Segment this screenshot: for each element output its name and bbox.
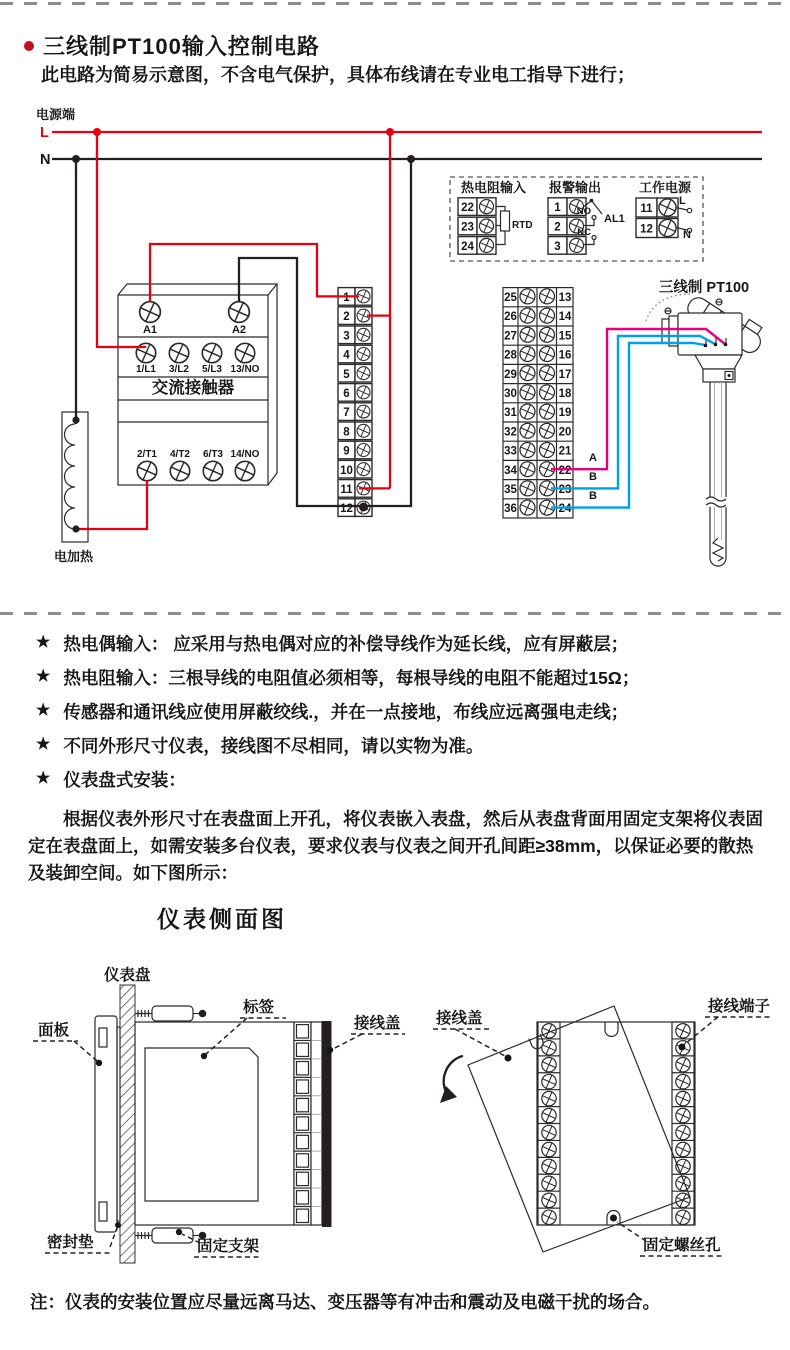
terminal-number: 30 [504, 388, 517, 400]
panel-label: 仪表盘 [104, 967, 151, 984]
terminal-number: 24 [558, 503, 572, 516]
terminal-number: 21 [558, 445, 572, 458]
terminal-number: 23 [558, 484, 572, 496]
terminal-number: 32 [504, 426, 517, 439]
terminal-number: 14 [558, 311, 572, 324]
terminal-number: 18 [558, 388, 572, 400]
contactor [118, 284, 277, 485]
notes-list [36, 631, 776, 801]
line-n-label: N [40, 152, 51, 168]
line-l-label: L [40, 125, 49, 141]
rtd-label: RTD [512, 220, 533, 231]
contactor-terminal-label: 6/T3 [202, 449, 224, 460]
contactor-terminal-label: 5/L3 [201, 364, 223, 375]
page-subtitle: 此电路为简易示意图，不含电气保护，具体布线请在专业电工指导下进行； [41, 65, 635, 85]
wire-b2-label: B [589, 490, 597, 502]
terminal-number: 11 [640, 203, 653, 216]
terminal-number: 22 [558, 464, 572, 477]
terminal-number: 26 [504, 311, 517, 324]
note-text: 传感器和通讯线应使用屏蔽绞线.，并在一点接地，布线应远离强电走线； [63, 702, 629, 722]
note-text: 仪表盘式安装： [63, 770, 186, 790]
terminal-number: 13 [558, 292, 572, 304]
top-divider [0, 2, 790, 5]
star-icon: ★ [36, 702, 51, 719]
coil-a2-label: A2 [231, 324, 247, 336]
power-l-label: L [679, 195, 686, 207]
sensor-probe [706, 382, 726, 566]
sticker-label: 标签 [243, 999, 275, 1016]
power-rails [36, 107, 762, 168]
contactor-name: 交流接触器 [151, 379, 235, 397]
power-terminals [636, 196, 679, 239]
terminal-number: 33 [504, 445, 517, 458]
terminal-number: 2 [343, 311, 350, 324]
rear-body [537, 1022, 695, 1225]
page-title-row [24, 30, 320, 61]
alarm-output-title: 报警输出 [549, 180, 602, 195]
rtd-terminals [458, 197, 496, 254]
terminal-number: 3 [554, 240, 561, 253]
screw-hole-label: 固定螺丝孔 [643, 1237, 721, 1254]
terminal-number: 1 [343, 292, 350, 304]
instrument-right-terminal-strip [503, 287, 573, 518]
note-item [36, 767, 776, 801]
gasket [117, 1027, 120, 1221]
terminal-number: 7 [343, 407, 350, 420]
contactor-terminal-label: 4/T2 [169, 449, 191, 460]
rear-cover-label: 接线盖 [436, 1010, 483, 1027]
instrument-left-terminal-strip [338, 288, 372, 517]
gasket-label: 密封垫 [47, 1234, 94, 1251]
terminal-number: 12 [340, 503, 353, 516]
contactor-terminal-label: 13/NO [230, 364, 260, 375]
side-view-heading: 仪表侧面图 [157, 907, 287, 932]
terminal-number: 9 [343, 445, 350, 458]
terminal-number: 36 [504, 503, 517, 516]
terminal-number: 27 [504, 330, 517, 343]
note-item [36, 699, 776, 733]
terminal-number: 8 [343, 426, 350, 439]
note-item [36, 631, 776, 665]
terminal-number: 17 [558, 368, 572, 381]
star-icon: ★ [36, 736, 51, 753]
bracket-label: 固定支架 [197, 1238, 260, 1255]
terminal-number: 2 [554, 221, 561, 234]
instrument-body [135, 1022, 294, 1225]
terminal-number: 10 [340, 464, 353, 477]
note-item [36, 665, 776, 699]
contactor-terminal-label: 1/L1 [135, 364, 157, 375]
terminal-number: 19 [558, 407, 572, 420]
terminal-number: 24 [461, 240, 474, 253]
contactor-terminal-label: 3/L2 [168, 364, 190, 375]
installation-diagram [0, 945, 790, 1275]
heater-label: 电加热 [54, 549, 94, 564]
terminal-number: 4 [343, 349, 350, 362]
sensor-title: 三线制 PT100 [658, 280, 750, 296]
terminal-number: 22 [461, 202, 474, 214]
io-terminal-box [450, 177, 703, 261]
terminal-number: 31 [504, 407, 517, 420]
note-item [36, 733, 776, 767]
terminal-number: 20 [558, 426, 572, 439]
cover-label: 接线盖 [354, 1015, 401, 1032]
terminal-number: 6 [343, 388, 350, 400]
terminal-number: 28 [504, 349, 517, 362]
note-text: 热电偶输入： 应采用与热电偶对应的补偿导线作为延长线，应有屏蔽层； [63, 634, 629, 654]
terminal-number: 29 [504, 368, 517, 381]
wire-a-label: A [589, 452, 597, 464]
terminal-number: 15 [558, 330, 572, 343]
note-text: 热电阻输入：三根导线的电阻值必须相等，每根导线的电阻不能超过15Ω； [63, 668, 640, 688]
circuit-diagram [0, 95, 790, 600]
note-text: 不同外形尺寸仪表，接线图不尽相同，请以实物为准。 [63, 736, 484, 756]
terminal-number: 1 [554, 202, 561, 214]
install-paragraph: 根据仪表外形尺寸在表盘面上开孔，将仪表嵌入表盘，然后从表盘背面用固定支架将仪表固定在表盘面上，如需安装多台仪表，要求仪表与仪表之间开孔间距≥38mm，以保证必要的散热及装卸空间。如下图所示： [28, 809, 763, 883]
terminal-number: 35 [504, 484, 517, 496]
rtd-input-title: 热电阻输入 [461, 180, 527, 195]
alarm-name-label: AL1 [604, 213, 625, 225]
terminal-number: 3 [343, 330, 350, 343]
terminal-number: 25 [504, 292, 517, 304]
alarm-no-label: NO [576, 206, 591, 217]
bullet-icon [24, 41, 34, 51]
mounting-panel [120, 985, 135, 1263]
star-icon: ★ [36, 770, 51, 787]
top-bracket [135, 1006, 206, 1021]
side-view [33, 965, 405, 1263]
power-label: 电源端 [36, 107, 76, 122]
alarm-nc-label: NC [577, 227, 591, 238]
page-title: 三线制PT100输入控制电路 [43, 34, 320, 59]
terminal-number: 11 [340, 484, 353, 496]
terminal-label: 接线端子 [708, 998, 771, 1015]
contactor-terminal-label: 2/T1 [136, 449, 158, 460]
bezel-label: 面板 [38, 1022, 70, 1039]
star-icon: ★ [36, 668, 51, 685]
terminal-number: 23 [461, 221, 474, 234]
electric-heater [54, 412, 94, 564]
front-bezel [95, 1016, 117, 1232]
terminal-number: 34 [504, 464, 517, 477]
wire-b1-label: B [589, 471, 597, 483]
terminal-number: 16 [558, 349, 572, 362]
section-divider [0, 612, 790, 615]
pt100-sensor [646, 279, 769, 566]
rear-view [433, 996, 771, 1256]
terminal-number: 5 [343, 368, 350, 381]
power-n-label: N [683, 229, 691, 241]
contactor-terminal-label: 14/NO [230, 449, 260, 460]
coil-a1-label: A1 [142, 324, 158, 336]
terminal-number: 12 [640, 223, 653, 236]
footer-note: 注：仪表的安装位置应尽量远离马达、变压器等有冲击和震动及电磁干扰的场合。 [30, 1292, 660, 1312]
working-power-title: 工作电源 [639, 180, 692, 195]
star-icon: ★ [36, 634, 51, 651]
